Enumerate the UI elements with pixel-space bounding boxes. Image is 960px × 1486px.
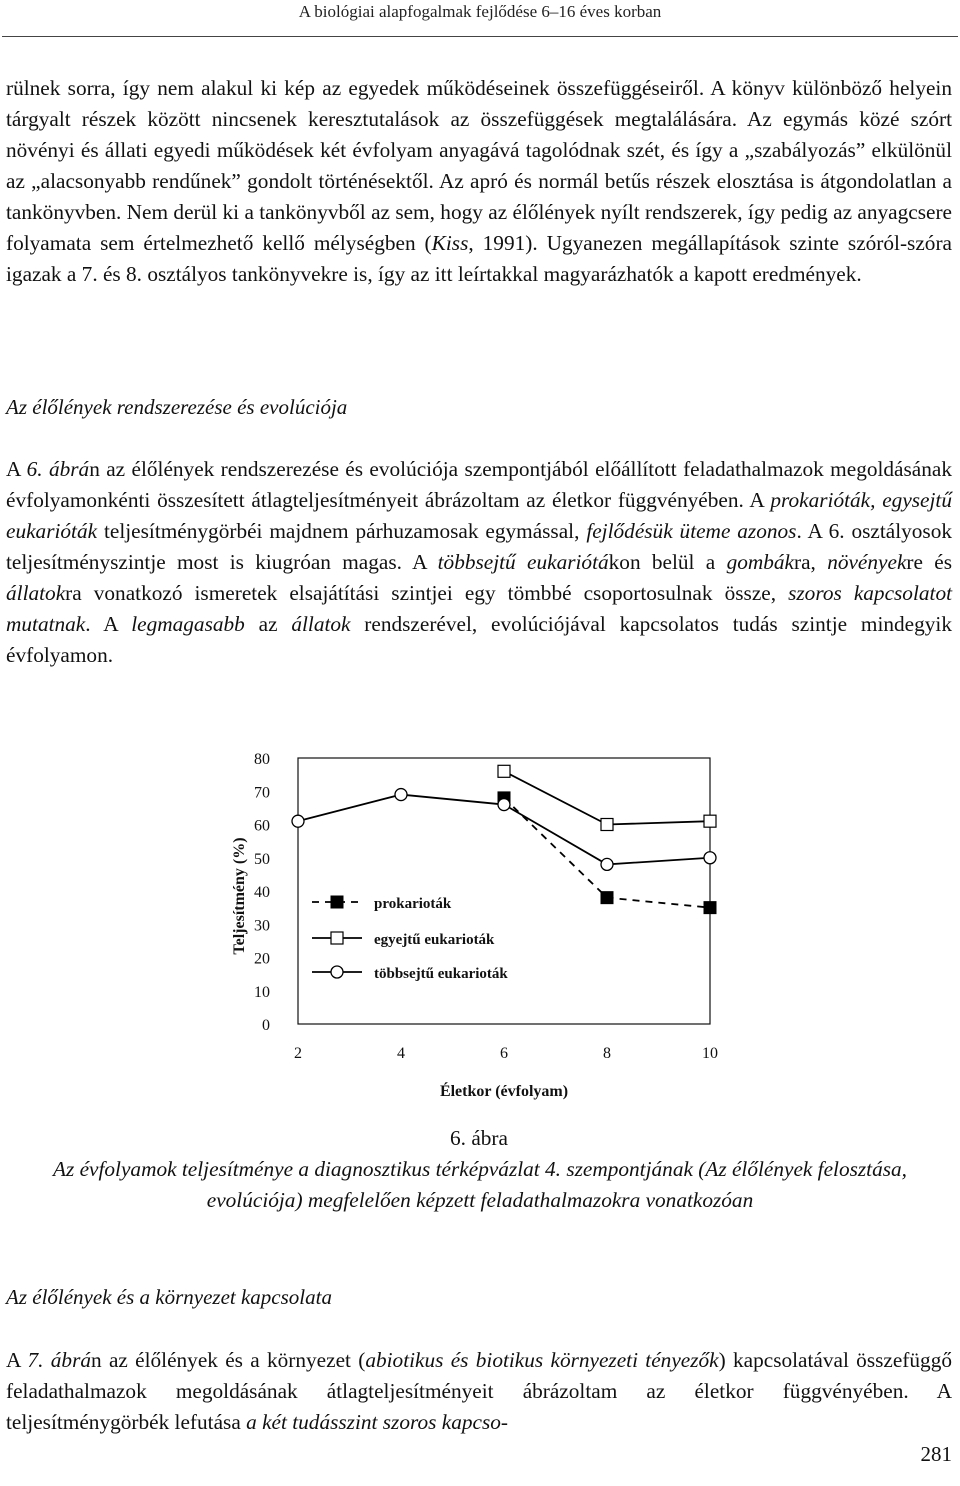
figure-number: 6. ábra (450, 1126, 508, 1150)
y-tick-label: 60 (254, 817, 270, 835)
x-tick-label: 8 (603, 1045, 611, 1062)
section-heading-1: Az élőlények rendszerezése és evolúciója (6, 395, 348, 419)
y-tick-label: 70 (254, 784, 270, 802)
legend-marker-2 (331, 932, 343, 944)
paragraph-2: A 6. ábrán az élőlények rendszerezése és evolúciója szempontjából előállított feladathalmazok megoldásának évfolyamonkénti összesített átlagteljesítményeit ábrázoltam az életkor függvényében. A prokarióták, egysejtű eukarióták teljesítménygörbéi majdnem párhuzamosak egymással, fejlődésük üteme azonos. A 6. osztályosok teljesítményszintje most is kiugróan magas. A többsejtű eukariótákon belül a gombákra, növényekre és állatokra vonatkozó ismeretek elsajátítási szintjei egy tömbbé csoportosulnak össze, szoros kapcsolatot mutatnak. A legmagasabb az állatok rendszerével, evolúciójával kapcsolatos tudás szintje mindegyik évfolyamon. (6, 457, 953, 667)
data-point-series-3 (601, 858, 613, 870)
paragraph-3: A 7. ábrán az élőlények és a környezet (abiotikus és biotikus környezeti tényezők) kapcsolatával összefüggő feladathalmazok megoldásának átlagteljesítményeit ábrázoltam az életkor függvényében. A teljesítménygörbék lefutása a két tudásszint szoros kapcso- (6, 1348, 952, 1434)
x-tick-label: 10 (702, 1045, 718, 1062)
legend-marker-1 (331, 896, 343, 908)
data-point-series-2 (704, 815, 716, 827)
y-axis-label: Teljesítmény (%) (231, 837, 248, 955)
page-header: A biológiai alapfogalmak fejlődése 6–16 éves korban (298, 2, 662, 21)
performance-line-chart (210, 740, 750, 1110)
data-point-series-1 (704, 902, 716, 914)
data-point-series-3 (395, 789, 407, 801)
data-point-series-2 (498, 765, 510, 777)
y-tick-label: 30 (254, 917, 270, 935)
x-tick-label: 2 (294, 1045, 302, 1062)
legend-label-2: egyejtű eukarioták (374, 932, 495, 948)
data-point-series-3 (498, 799, 510, 811)
citation-kiss: Kiss (431, 231, 469, 255)
data-point-series-2 (601, 819, 613, 831)
section-heading-2: Az élőlények és a környezet kapcsolata (6, 1285, 332, 1309)
y-tick-label: 50 (254, 850, 270, 868)
header-rule (2, 36, 958, 37)
y-tick-label: 80 (254, 751, 270, 768)
y-tick-label: 10 (254, 983, 270, 1001)
paragraph-1-text-b: , 1991). Ugyanezen megállapítások szinte szóról-szóra igazak a 7. és 8. osztályos tankönyvekre is, így az itt leírtakkal magyarázhatók a kapott eredmények. (6, 231, 952, 286)
x-tick-label: 4 (397, 1045, 405, 1062)
y-tick-label: 20 (254, 950, 270, 968)
legend-label-1: prokarioták (374, 896, 452, 912)
data-point-series-3 (704, 852, 716, 864)
series-line-2 (504, 771, 710, 824)
paragraph-1-text-a: rülnek sorra, így nem alakul ki kép az egyedek működéseinek összefüggéseiről. A könyv különböző helyein tárgyalt részek között nincsenek keresztutalások az összefüggések megtalálására. Az egymás közé szórt növényi és állati egyedi működések két évfolyam anyagává tagolódnak szét, és így a „szabályozás” elkülönül az „alacsonyabb rendűnek” gondolt történésektől. Az apró és normál betűs részek elosztása is átgondolatlan a tankönyvben. Nem derül ki a tankönyvből az sem, hogy az élőlények nyílt rendszerek, így pedig az anyagcsere folyamata sem értelmezhető kellő mélységben ( (6, 76, 952, 255)
figure-caption: Az évfolyamok teljesítménye a diagnosztikus térképvázlat 4. szempontjának (Az élőlények felosztása, evolúciója) megfelelően képzett feladathalmazokra vonatkozóan (52, 1157, 908, 1212)
legend-marker-3 (331, 966, 343, 978)
x-tick-label: 6 (500, 1045, 508, 1062)
y-tick-label: 0 (262, 1017, 270, 1034)
data-point-series-1 (601, 892, 613, 904)
data-point-series-3 (292, 815, 304, 827)
y-tick-label: 40 (254, 884, 270, 901)
x-axis-label: Életkor (évfolyam) (439, 1083, 569, 1100)
paragraph-1 (6, 73, 952, 290)
legend-label-3: többsejtű eukarioták (374, 966, 508, 982)
page-number: 281 (920, 1442, 952, 1466)
